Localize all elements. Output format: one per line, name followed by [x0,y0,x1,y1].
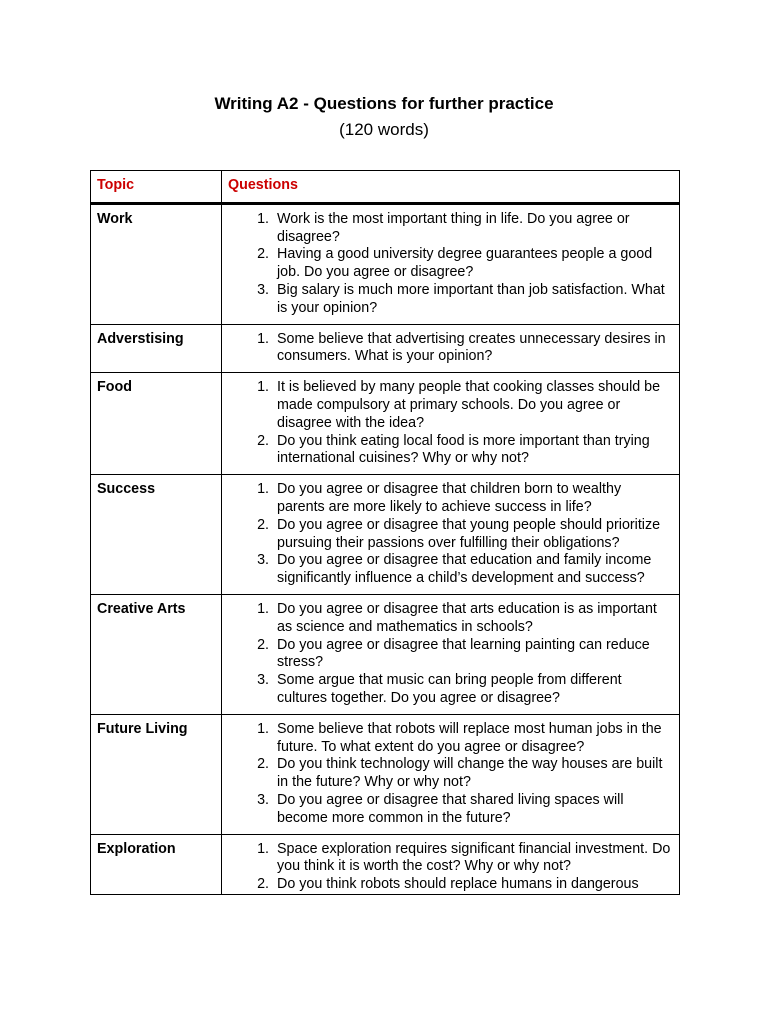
topic-cell: Creative Arts [91,594,222,714]
table-row [91,373,680,475]
topic-cell: Adverstising [91,324,222,373]
question-item: 1. It is believed by many people that cooking classes should be made compulsory at primary schools. Do you agree or disagree with the idea? [273,379,671,432]
document-subtitle: (120 words) [339,120,429,139]
table-row [91,834,680,894]
questions-cell [222,714,680,834]
topic-cell: Food [91,373,222,475]
table-row [91,203,680,324]
topic-cell: Exploration [91,834,222,894]
question-item: 2. Do you agree or disagree that young people should prioritize pursuing their passions over fulfilling their obligations? [273,517,671,553]
table-row [91,475,680,595]
questions-cell [222,475,680,595]
question-item: 3. Big salary is much more important than job satisfaction. What is your opinion? [273,282,671,318]
topic-cell: Future Living [91,714,222,834]
questions-cell [222,373,680,475]
question-item: 2. Do you think technology will change the way houses are built in the future? Why or why not? [273,756,671,792]
question-list [228,331,671,367]
questions-cell [222,324,680,373]
table-row [91,594,680,714]
question-item: 2. Do you think robots should replace humans in dangerous [273,876,671,894]
question-item: 3. Some argue that music can bring people from different cultures together. Do you agree or disagree? [273,672,671,708]
question-list [228,211,671,318]
question-item: 1. Some believe that advertising creates unnecessary desires in consumers. What is your opinion? [273,331,671,367]
questions-table [90,170,680,895]
question-item: 3. Do you agree or disagree that shared living spaces will become more common in the future? [273,792,671,828]
table-row [91,714,680,834]
questions-cell [222,594,680,714]
question-list [228,379,671,468]
header-questions: Questions [222,171,680,204]
question-item: 1. Space exploration requires significant financial investment. Do you think it is worth the cost? Why or why not? [273,841,671,877]
question-item: 1. Do you agree or disagree that arts education is as important as science and mathematics in schools? [273,601,671,637]
document-title: Writing A2 - Questions for further practice [214,94,554,113]
question-list [228,721,671,828]
question-list [228,601,671,708]
questions-cell [222,203,680,324]
question-item: 2. Having a good university degree guarantees people a good job. Do you agree or disagree? [273,246,671,282]
question-item: 3. Do you agree or disagree that education and family income significantly influence a child’s development and success? [273,552,671,588]
question-item: 1. Some believe that robots will replace most human jobs in the future. To what extent do you agree or disagree? [273,721,671,757]
table-row [91,324,680,373]
question-list [228,481,671,588]
question-item: 1. Work is the most important thing in life. Do you agree or disagree? [273,211,671,247]
table-header-row [91,171,680,204]
question-item: 1. Do you agree or disagree that children born to wealthy parents are more likely to achieve success in life? [273,481,671,517]
question-item: 2. Do you agree or disagree that learning painting can reduce stress? [273,637,671,673]
header-topic: Topic [91,171,222,204]
questions-cell [222,834,680,894]
topic-cell: Success [91,475,222,595]
question-list [228,841,671,894]
topic-cell: Work [91,203,222,324]
question-item: 2. Do you think eating local food is more important than trying international cuisines? Why or why not? [273,433,671,469]
